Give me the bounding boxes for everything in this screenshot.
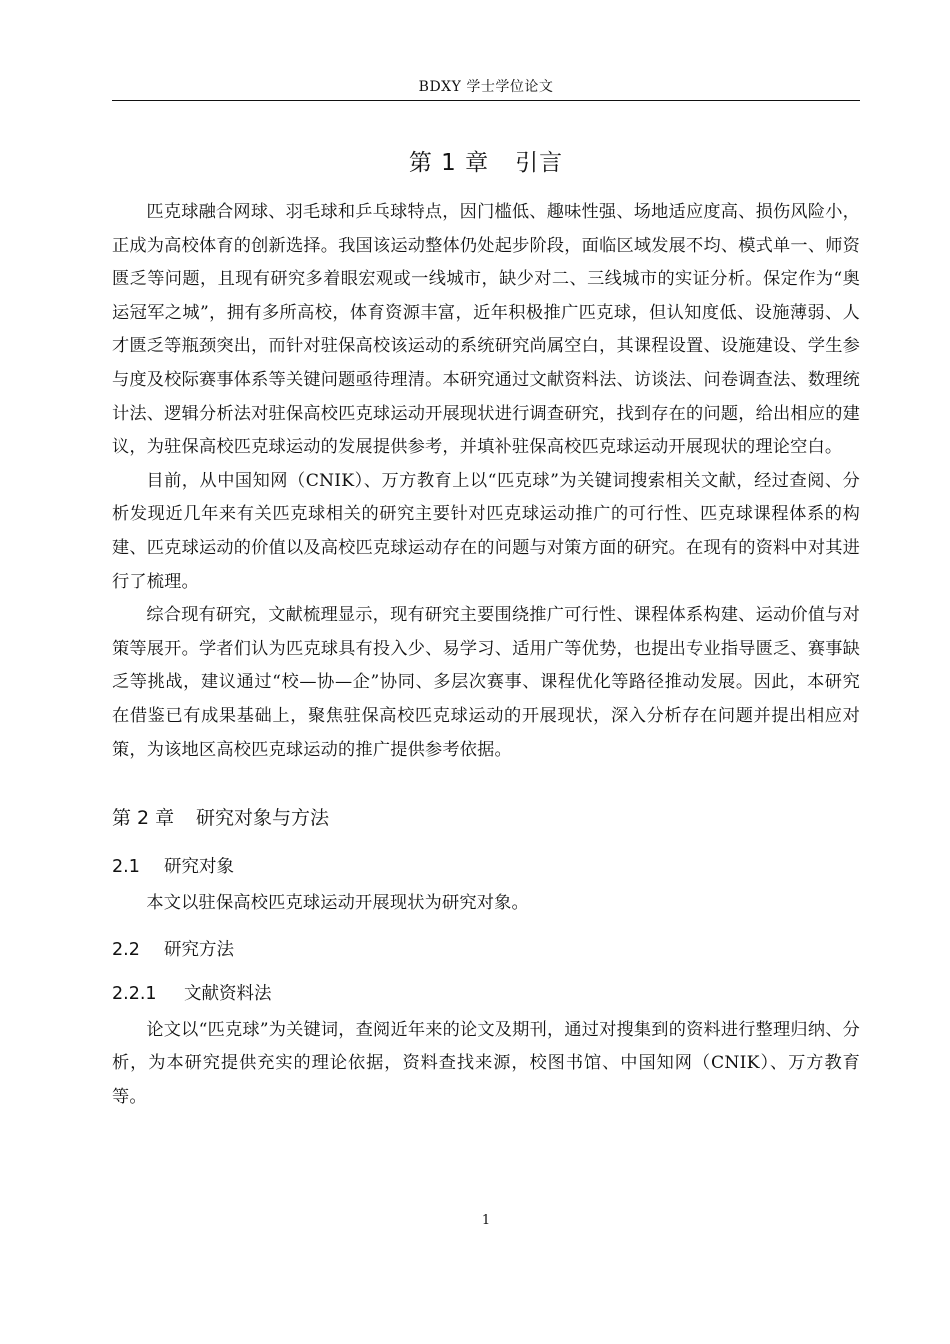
section-2-2-number: 2.2 (112, 939, 140, 960)
running-header: BDXY 学士学位论文 (418, 79, 554, 95)
section-2-2-1-number: 2.2.1 (112, 983, 157, 1004)
page-body (112, 140, 860, 1114)
section-2-1-number: 2.1 (112, 857, 140, 878)
chapter-2-number: 第 2 章 (112, 807, 175, 830)
chapter-2-title (112, 798, 860, 838)
section-2-1-heading: 研究对象 (164, 857, 234, 878)
section-2-2-1-heading: 文献资料法 (184, 983, 272, 1004)
section-2-2-title (112, 932, 860, 968)
section-2-2-1-text: 论文以“匹克球”为关键词，查阅近年来的论文及期刊，通过对搜集到的资料进行整理归纳、分析，为本研究提供充实的理论依据，资料查找来源，校图书馆、中国知网（CNIK）、万方教育等。 (112, 1019, 860, 1107)
chapter-1-title (112, 140, 860, 186)
header-rule (112, 100, 860, 101)
chapter-1-paragraph-2: 目前，从中国知网（CNIK）、万方教育上以“匹克球”为关键词搜索相关文献，经过查阅、分析发现近几年来有关匹克球相关的研究主要针对匹克球运动推广的可行性、匹克球课程体系的构建、匹克球运动的价值以及高校匹克球运动存在的问题与对策方面的研究。在现有的资料中对其进行了梳理。 (112, 470, 860, 592)
chapter-1-paragraph-1: 匹克球融合网球、羽毛球和乒乓球特点，因门槛低、趣味性强、场地适应度高、损伤风险小，正成为高校体育的创新选择。我国该运动整体仍处起步阶段，面临区域发展不均、模式单一、师资匮乏等问题，且现有研究多着眼宏观或一线城市，缺少对二、三线城市的实证分析。保定作为“奥运冠军之城”，拥有多所高校，体育资源丰富，近年积极推广匹克球，但认知度低、设施薄弱、人才匮乏等瓶颈突出，而针对驻保高校该运动的系统研究尚属空白，其课程设置、设施建设、学生参与度及校际赛事体系等关键问题亟待理清。本研究通过文献资料法、访谈法、问卷调查法、数理统计法、逻辑分析法对驻保高校匹克球运动开展现状进行调查研究，找到存在的问题，给出相应的建议，为驻保高校匹克球运动的发展提供参考，并填补驻保高校匹克球运动开展现状的理论空白。 (112, 202, 860, 458)
section-2-2-1-title (112, 976, 860, 1012)
chapter-1-paragraph-3: 综合现有研究，文献梳理显示，现有研究主要围绕推广可行性、课程体系构建、运动价值与对策等展开。学者们认为匹克球具有投入少、易学习、适用广等优势，也提出专业指导匮乏、赛事缺乏等挑战，建议通过“校—协—企”协同、多层次赛事、课程优化等路径推动发展。因此，本研究在借鉴已有成果基础上，聚焦驻保高校匹克球运动的开展现状，深入分析存在问题并提出相应对策，为该地区高校匹克球运动的推广提供参考依据。 (112, 605, 860, 760)
section-2-1-title (112, 849, 860, 885)
chapter-1-heading: 引言 (515, 150, 564, 176)
chapter-1-number: 第 1 章 (408, 150, 490, 176)
section-2-2-heading: 研究方法 (164, 939, 234, 960)
page-number: 1 (481, 1213, 491, 1228)
chapter-2-heading: 研究对象与方法 (196, 807, 330, 830)
section-2-1-text: 本文以驻保高校匹克球运动开展现状为研究对象。 (146, 893, 529, 914)
